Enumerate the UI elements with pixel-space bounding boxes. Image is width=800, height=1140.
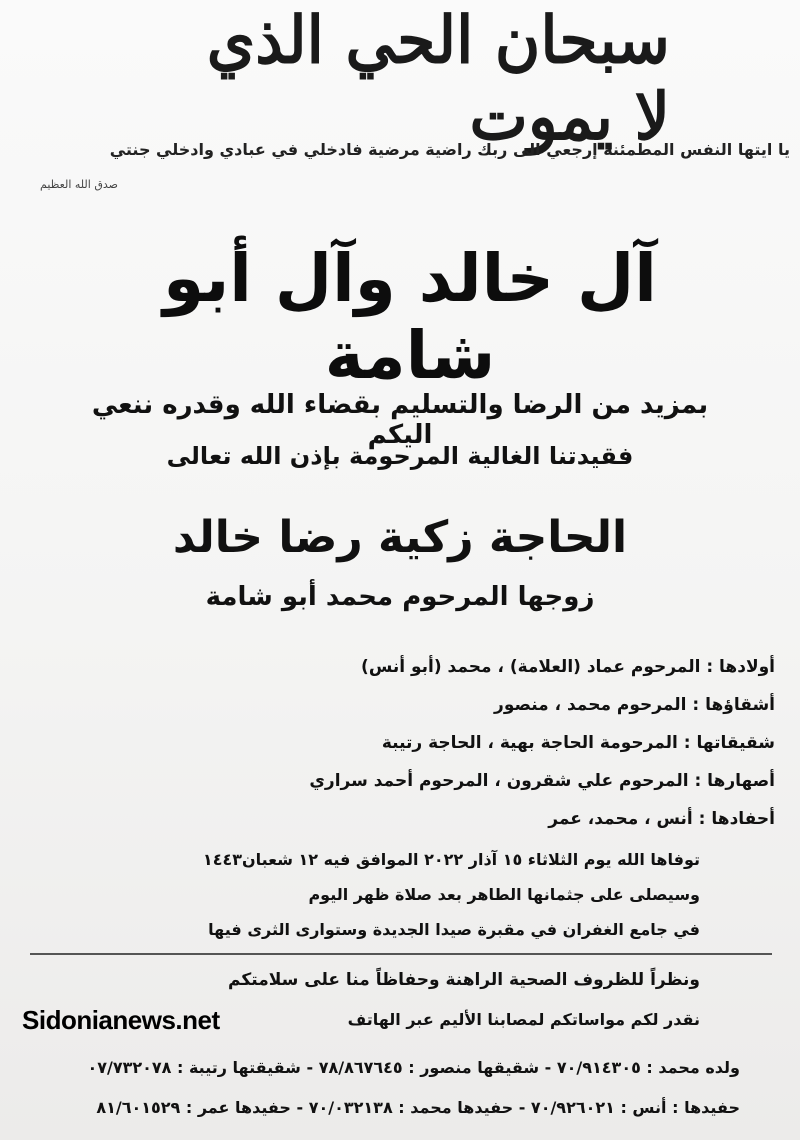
verse-source: صدق الله العظيم [40,178,118,191]
relatives-list [300,648,775,838]
relatives-grandchildren: أحفادها : أنس ، محمد، عمر [548,809,775,829]
relatives-sisters: شقيقاتها : المرحومة الحاجة بهية ، الحاجة رتيبة [381,733,775,753]
relatives-in-laws: أصهارها : المرحوم علي شقرون ، المرحوم أحمد سراري [309,771,775,791]
divider-line [30,953,772,955]
contact-phones-line-2: حفيدها : أنس : ٧٠/٩٢٦٠٢١ - حفيدها محمد : ٧٠/٠٣٢١٣٨ - حفيدها عمر : ٨١/٦٠١٥٢٩ [96,1098,740,1117]
funeral-details [140,842,700,947]
contact-phones-line-1: ولده محمد : ٧٠/٩١٤٣٠٥ - شقيقها منصور : ٧٨/٨٦٧٦٤٥ - شقيقتها رتيبة : ٠٧/٧٣٢٠٧٨ [87,1058,740,1077]
husband-line: زوجها المرحوم محمد أبو شامة [205,582,595,612]
prayer-line: وسيصلى على جثمانها الطاهر بعد صلاة ظهر اليوم [308,885,700,904]
announcement-line-1: بمزيد من الرضا والتسليم بقضاء الله وقدره ننعي اليكم [91,390,709,450]
death-date-line: توفاها الله يوم الثلاثاء ١٥ آذار ٢٠٢٢ الموافق فيه ١٢ شعبان١٤٤٣ [202,850,700,869]
calligraphy-header: سبحان الحي الذي لا يموت [206,1,670,155]
condolence-line-2: نقدر لكم مواساتكم لمصابنا الأليم عبر الهاتف [347,1010,700,1029]
burial-line: في جامع الغفران في مقبرة صيدا الجديدة وستوارى الثرى فيها [208,920,700,939]
deceased-name: الحاجة زكية رضا خالد [172,512,628,563]
announcement-line-2: فقيدتنا الغالية المرحومة بإذن الله تعالى [166,442,634,470]
condolence-line-1: ونظراً للظروف الصحية الراهنة وحفاظاً منا على سلامتكم [228,970,700,990]
family-names-title: آل خالد وآل أبو شامة [163,240,657,394]
relatives-brothers: أشقاؤها : المرحوم محمد ، منصور [494,695,775,715]
relatives-sons: أولادها : المرحوم عماد (العلامة) ، محمد (أبو أنس) [361,657,775,677]
quran-verse: يا ايتها النفس المطمئنة إرجعي الى ربك راضية مرضية فادخلي في عبادي وادخلي جنتي [109,140,790,159]
site-watermark: Sidonianews.net [22,1005,220,1035]
